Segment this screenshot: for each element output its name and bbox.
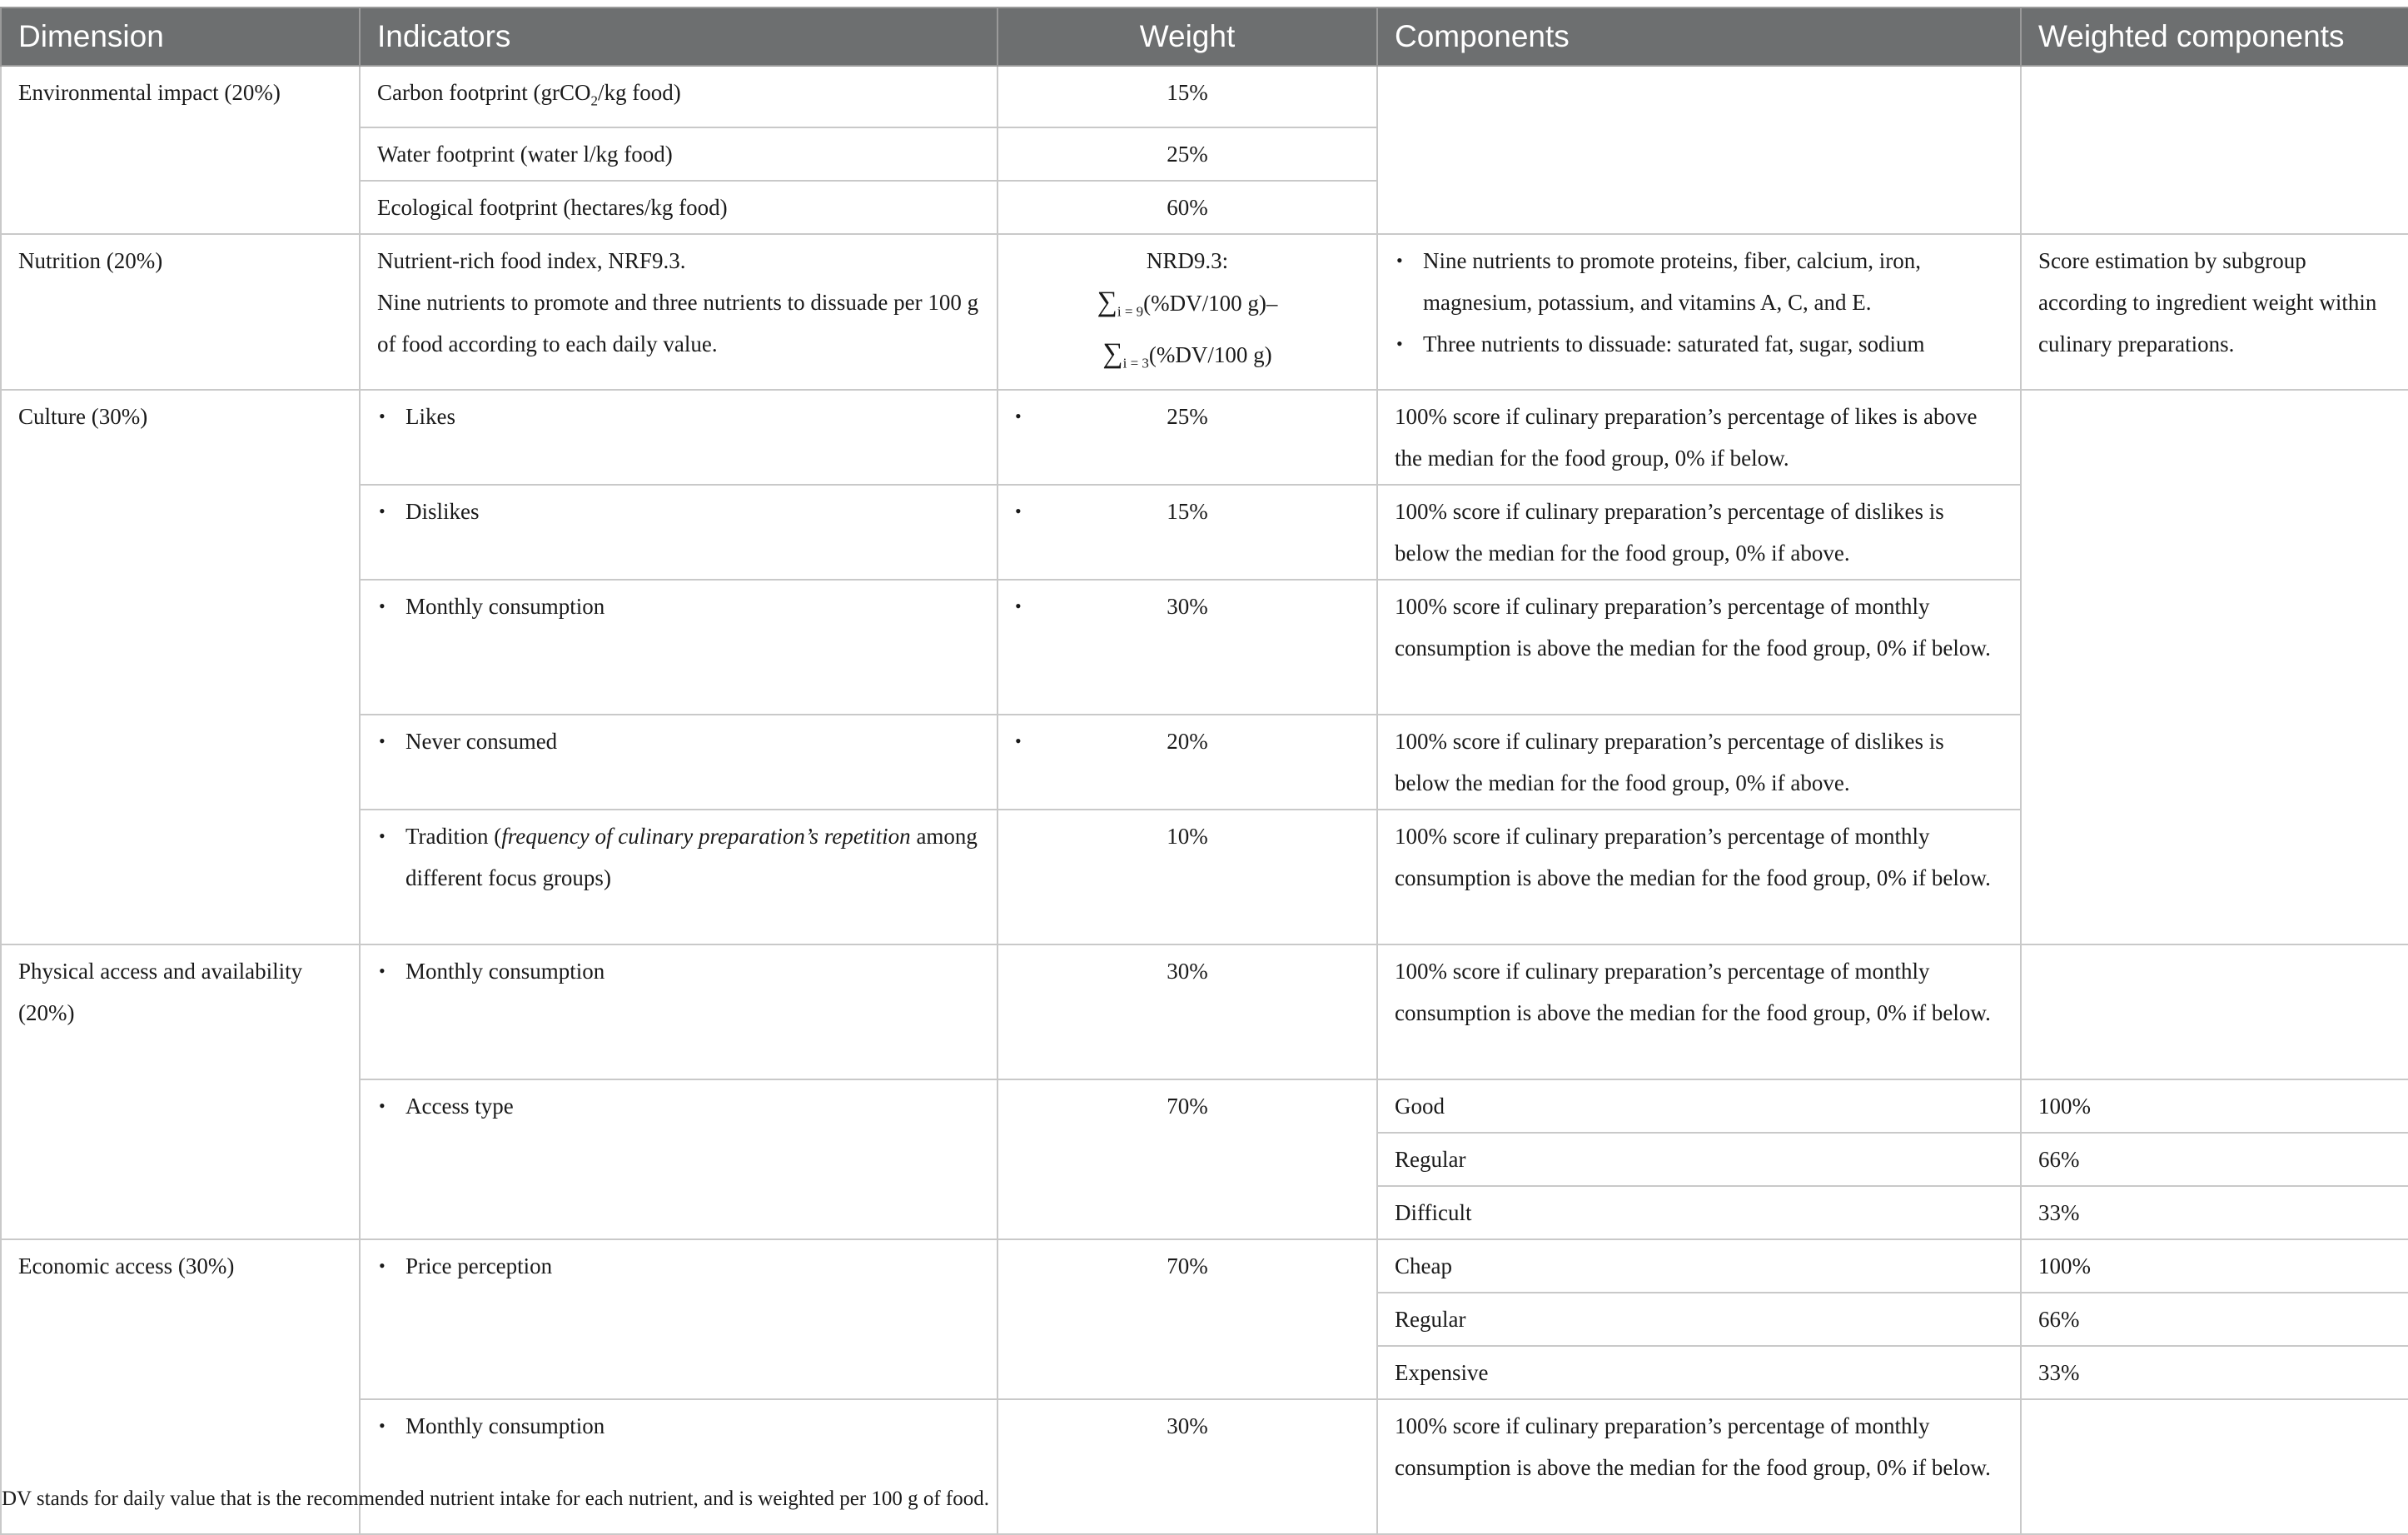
indicator-cell bbox=[360, 1079, 998, 1239]
weight-cell bbox=[998, 810, 1377, 944]
weighted-text: Score estimation by subgroup according to ingredient weight within culinary preparations. bbox=[2038, 248, 2377, 357]
header-weight: Weight bbox=[998, 7, 1377, 66]
weight-text: 20% bbox=[1167, 729, 1208, 755]
weighted-cell bbox=[2021, 1346, 2408, 1399]
weight-cell bbox=[998, 234, 1377, 390]
indicator-text: Carbon footprint (grCO bbox=[377, 80, 591, 105]
weight-cell bbox=[998, 390, 1377, 485]
component-text: Difficult bbox=[1395, 1200, 1472, 1226]
table-header-row bbox=[1, 7, 2408, 66]
dimension-text: Nutrition (20%) bbox=[18, 248, 163, 274]
indicator-text: /kg food) bbox=[597, 80, 681, 105]
list-item: • Monthly consumption bbox=[405, 950, 980, 992]
components-cell bbox=[1377, 1293, 2021, 1346]
component-text: Expensive bbox=[1395, 1360, 1489, 1386]
subscript: i = 9 bbox=[1117, 303, 1144, 320]
list-item: • Nine nutrients to promote proteins, fiber, calcium, iron, magnesium, potassium, and vitamins A, C, and E. bbox=[1423, 240, 2003, 323]
indicator-text: among different focus groups) bbox=[405, 824, 978, 891]
weighted-cell bbox=[2021, 1239, 2408, 1293]
weight-text: 60% bbox=[1167, 195, 1208, 221]
indicator-text: Ecological footprint (hectares/kg food) bbox=[377, 195, 728, 221]
dimension-text: Culture (30%) bbox=[18, 404, 148, 430]
table-row bbox=[1, 1079, 2408, 1133]
components-cell bbox=[1377, 485, 2021, 580]
component-text: 100% score if culinary preparation’s percentage of dislikes is below the median for the food group, 0% if above. bbox=[1395, 729, 1944, 796]
table-row bbox=[1, 66, 2408, 127]
indicator-cell bbox=[360, 485, 998, 580]
components-cell bbox=[1377, 1399, 2021, 1534]
components-cell bbox=[1377, 66, 2021, 234]
weighted-text: 33% bbox=[2038, 1360, 2080, 1386]
weighted-cell bbox=[2021, 1133, 2408, 1186]
bullet-icon: • bbox=[1015, 501, 1022, 522]
indicator-cell bbox=[360, 580, 998, 715]
weighted-cell bbox=[2021, 390, 2408, 944]
weighted-cell bbox=[2021, 944, 2408, 1079]
bullet-icon: • bbox=[1015, 730, 1022, 752]
weight-cell bbox=[998, 580, 1377, 715]
indicator-text: Nine nutrients to promote and three nutrients to dissuade per 100 g of food according to each daily value. bbox=[377, 290, 979, 357]
list-item: • Three nutrients to dissuade: saturated fat, sugar, sodium bbox=[1423, 323, 2003, 365]
weight-text: 15% bbox=[1167, 80, 1208, 105]
components-cell bbox=[1377, 1079, 2021, 1133]
component-text: 100% score if culinary preparation’s percentage of dislikes is below the median for the food group, 0% if above. bbox=[1395, 499, 1944, 566]
table-row bbox=[1, 944, 2408, 1079]
dimension-text: Environmental impact (20%) bbox=[18, 80, 281, 105]
indicator-cell bbox=[360, 944, 998, 1079]
formula-text: (%DV/100 g) bbox=[1148, 341, 1272, 367]
indicator-cell bbox=[360, 810, 998, 944]
component-text: 100% score if culinary preparation’s percentage of monthly consumption is above the median for the food group, 0% if below. bbox=[1395, 824, 1991, 891]
weight-cell bbox=[998, 485, 1377, 580]
components-cell bbox=[1377, 580, 2021, 715]
subscript: 2 bbox=[590, 92, 598, 109]
list-item: • Likes bbox=[405, 396, 980, 437]
weighted-cell bbox=[2021, 1399, 2408, 1534]
components-cell bbox=[1377, 1239, 2021, 1293]
formula-line bbox=[1015, 282, 1360, 332]
indicator-cell bbox=[360, 1239, 998, 1399]
component-text: 100% score if culinary preparation’s percentage of monthly consumption is above the median for the food group, 0% if below. bbox=[1395, 959, 1991, 1026]
list-item: • Monthly consumption bbox=[405, 1405, 980, 1447]
indicator-cell bbox=[360, 390, 998, 485]
dimension-cell bbox=[1, 234, 360, 390]
indicator-text: Tradition ( bbox=[405, 824, 502, 850]
indicator-cell bbox=[360, 715, 998, 810]
components-cell bbox=[1377, 715, 2021, 810]
weight-text: 25% bbox=[1167, 404, 1208, 430]
list-item: • Monthly consumption bbox=[405, 586, 980, 627]
components-cell bbox=[1377, 1133, 2021, 1186]
dimension-cell bbox=[1, 390, 360, 944]
component-text: 100% score if culinary preparation’s percentage of monthly consumption is above the median for the food group, 0% if below. bbox=[1395, 1413, 1991, 1481]
list-item: • Dislikes bbox=[405, 491, 980, 532]
indicator-cell bbox=[360, 66, 998, 127]
weight-text: 25% bbox=[1167, 142, 1208, 167]
component-text: Cheap bbox=[1395, 1253, 1452, 1279]
component-text: Good bbox=[1395, 1094, 1445, 1119]
weighted-text: 66% bbox=[2038, 1147, 2080, 1173]
weight-text: 30% bbox=[1167, 1413, 1208, 1439]
indicator-cell bbox=[360, 181, 998, 234]
weight-cell bbox=[998, 1079, 1377, 1239]
components-list bbox=[1395, 240, 2003, 365]
weight-cell bbox=[998, 127, 1377, 181]
components-cell bbox=[1377, 234, 2021, 390]
weight-text: 10% bbox=[1167, 824, 1208, 850]
indicator-text: Nutrient-rich food index, NRF9.3. bbox=[377, 248, 686, 274]
table-row bbox=[1, 234, 2408, 390]
dimension-text: Physical access and availability (20%) bbox=[18, 959, 303, 1026]
components-cell bbox=[1377, 810, 2021, 944]
formula-line bbox=[1015, 333, 1360, 384]
dimension-cell bbox=[1, 66, 360, 234]
weight-text: 70% bbox=[1167, 1253, 1208, 1279]
weighted-cell bbox=[2021, 1293, 2408, 1346]
components-cell bbox=[1377, 1346, 2021, 1399]
weighted-cell bbox=[2021, 1186, 2408, 1239]
indicators-table bbox=[0, 7, 2408, 1535]
list-item bbox=[405, 815, 980, 899]
table-row bbox=[1, 390, 2408, 485]
indicator-cell bbox=[360, 127, 998, 181]
weighted-text: 100% bbox=[2038, 1094, 2091, 1119]
component-text: 100% score if culinary preparation’s percentage of monthly consumption is above the median for the food group, 0% if below. bbox=[1395, 594, 1991, 661]
weight-text: 30% bbox=[1167, 594, 1208, 620]
dimension-cell bbox=[1, 944, 360, 1239]
sum-symbol: ∑ bbox=[1102, 337, 1123, 369]
weight-text: 15% bbox=[1167, 499, 1208, 525]
table-row bbox=[1, 1239, 2408, 1293]
dimension-text: Economic access (30%) bbox=[18, 1253, 235, 1279]
formula-title: NRD9.3: bbox=[1146, 248, 1229, 274]
weighted-text: 100% bbox=[2038, 1253, 2091, 1279]
sum-symbol: ∑ bbox=[1097, 287, 1117, 318]
components-cell bbox=[1377, 1186, 2021, 1239]
weight-cell bbox=[998, 944, 1377, 1079]
indicator-text: Water footprint (water l/kg food) bbox=[377, 142, 673, 167]
weighted-text: 33% bbox=[2038, 1200, 2080, 1226]
bullet-icon: • bbox=[1015, 596, 1022, 617]
weighted-text: 66% bbox=[2038, 1307, 2080, 1333]
component-text: 100% score if culinary preparation’s percentage of likes is above the median for the food group, 0% if below. bbox=[1395, 404, 1978, 471]
indicator-emphasis: frequency of culinary preparation’s repetition bbox=[501, 824, 911, 850]
list-item: • Access type bbox=[405, 1085, 980, 1127]
weighted-cell bbox=[2021, 66, 2408, 234]
header-components: Components bbox=[1377, 7, 2021, 66]
subscript: i = 3 bbox=[1122, 355, 1149, 371]
components-cell bbox=[1377, 944, 2021, 1079]
list-item: • Price perception bbox=[405, 1245, 980, 1287]
weight-cell bbox=[998, 66, 1377, 127]
list-item: • Never consumed bbox=[405, 720, 980, 762]
components-cell bbox=[1377, 390, 2021, 485]
table-footnote: DV stands for daily value that is the recommended nutrient intake for each nutrient, and is weighted per 100 g of food. bbox=[2, 1488, 990, 1510]
weight-cell bbox=[998, 1239, 1377, 1399]
header-dimension: Dimension bbox=[1, 7, 360, 66]
weight-cell bbox=[998, 1399, 1377, 1534]
component-text: Regular bbox=[1395, 1307, 1466, 1333]
weight-text: 30% bbox=[1167, 959, 1208, 984]
component-text: Regular bbox=[1395, 1147, 1466, 1173]
weighted-cell bbox=[2021, 234, 2408, 390]
formula-text: (%DV/100 g)– bbox=[1143, 291, 1278, 316]
header-weighted-components: Weighted components bbox=[2021, 7, 2408, 66]
header-indicators: Indicators bbox=[360, 7, 998, 66]
indicator-cell bbox=[360, 234, 998, 390]
bullet-icon: • bbox=[1015, 406, 1022, 427]
weighted-cell bbox=[2021, 1079, 2408, 1133]
weight-text: 70% bbox=[1167, 1094, 1208, 1119]
weight-cell bbox=[998, 715, 1377, 810]
weight-cell bbox=[998, 181, 1377, 234]
